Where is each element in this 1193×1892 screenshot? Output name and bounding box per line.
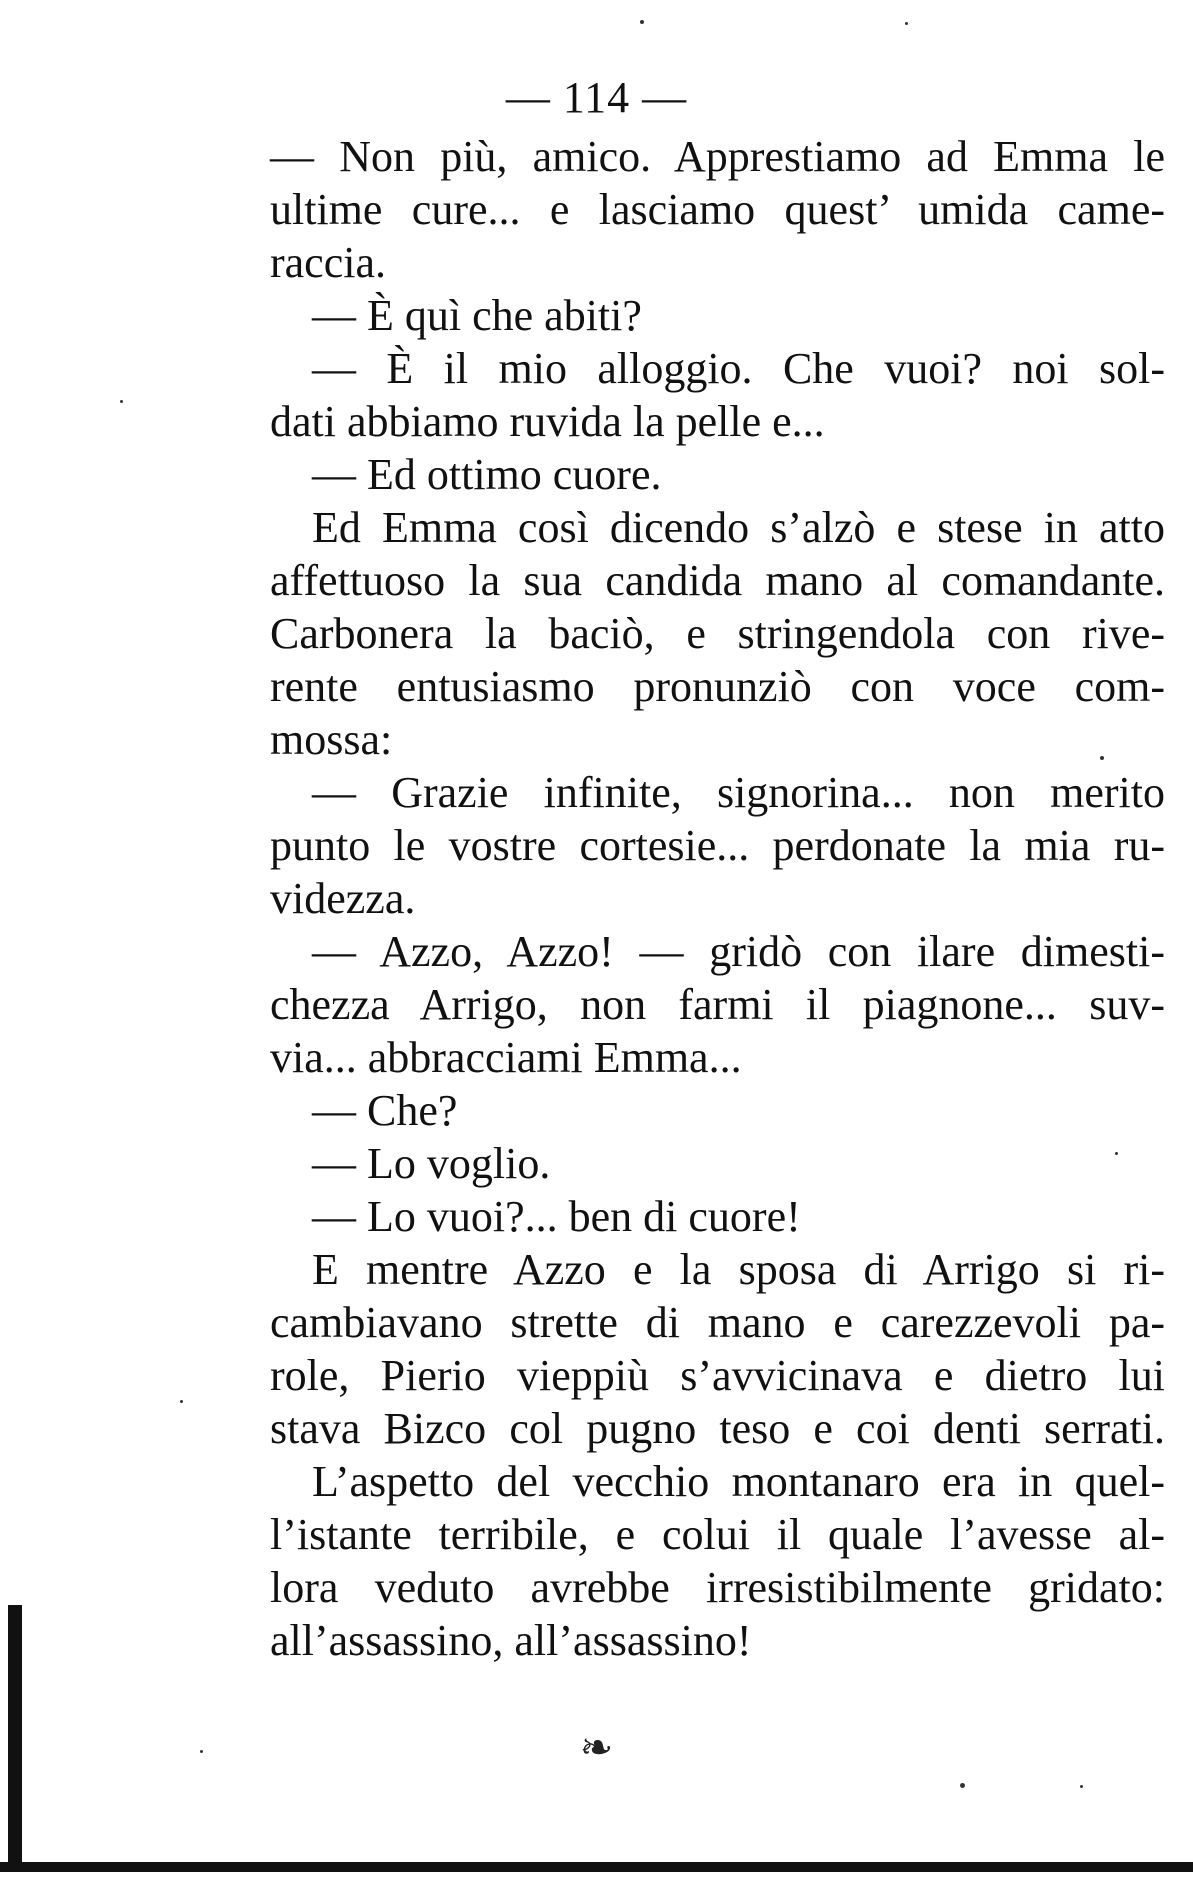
- text-line: lora veduto avrebbe irresistibilmente gridato:: [270, 1563, 1165, 1612]
- text-line: punto le vostre cortesie... perdonate la mia ru-: [270, 821, 1165, 870]
- text-line: cambiavano strette di mano e carezzevoli pa-: [270, 1298, 1165, 1347]
- text-line: Carbonera la baciò, e stringendola con rive-: [270, 609, 1165, 658]
- text-line: — Che?: [312, 1086, 458, 1135]
- text-line: — Ed ottimo cuore.: [312, 450, 662, 499]
- text-line: — È quì che abiti?: [312, 291, 642, 340]
- text-line: L’aspetto del vecchio montanaro era in quel-: [312, 1457, 1165, 1506]
- page-number: — 114 —: [505, 73, 688, 122]
- text-line: role, Pierio vieppiù s’avvicinava e dietro lui: [270, 1351, 1165, 1400]
- text-line: mossa:: [270, 715, 393, 764]
- text-line: via... abbracciami Emma...: [270, 1033, 742, 1082]
- text-line: — Grazie infinite, signorina... non merito: [312, 768, 1165, 817]
- text-line: raccia.: [270, 238, 386, 287]
- text-line: — Lo vuoi?... ben di cuore!: [312, 1192, 801, 1241]
- text-line: Ed Emma così dicendo s’alzò e stese in atto: [312, 503, 1165, 552]
- scan-bottom-edge: [0, 1862, 1193, 1872]
- text-line: chezza Arrigo, non farmi il piagnone... suv-: [270, 980, 1165, 1029]
- text-line: l’istante terribile, e colui il quale l’avesse al-: [270, 1510, 1165, 1559]
- text-line: E mentre Azzo e la sposa di Arrigo si ri-: [312, 1245, 1165, 1294]
- text-line: rente entusiasmo pronunziò con voce com-: [270, 662, 1165, 711]
- scan-speck: [960, 1783, 965, 1788]
- text-line: dati abbiamo ruvida la pelle e...: [270, 397, 825, 446]
- text-line: videzza.: [270, 874, 416, 923]
- text-line: ultime cure... e lasciamo quest’ umida came-: [270, 185, 1165, 234]
- text-line: affettuoso la sua candida mano al comandante.: [270, 556, 1165, 605]
- scan-speck: [180, 1400, 183, 1403]
- scan-speck: [1100, 756, 1104, 760]
- scan-speck: [120, 400, 123, 403]
- body-text: [270, 130, 1165, 1667]
- scan-speck: [1115, 1152, 1118, 1155]
- text-line: all’assassino, all’assassino!: [270, 1616, 752, 1665]
- scan-speck: [1080, 1785, 1083, 1788]
- text-line: — Lo voglio.: [312, 1139, 551, 1188]
- scan-speck: [640, 20, 644, 24]
- text-line: — È il mio alloggio. Che vuoi? noi sol-: [312, 344, 1165, 393]
- scan-edge-shadow: [8, 1605, 22, 1870]
- scan-speck: [905, 22, 908, 25]
- text-line: — Non più, amico. Apprestiamo ad Emma le: [270, 132, 1165, 181]
- text-line: — Azzo, Azzo! — gridò con ilare dimesti-: [312, 927, 1165, 976]
- ornament-icon: ❧: [579, 1725, 614, 1770]
- text-line: stava Bizco col pugno teso e coi denti serrati.: [270, 1404, 1165, 1453]
- scan-speck: [200, 1750, 203, 1753]
